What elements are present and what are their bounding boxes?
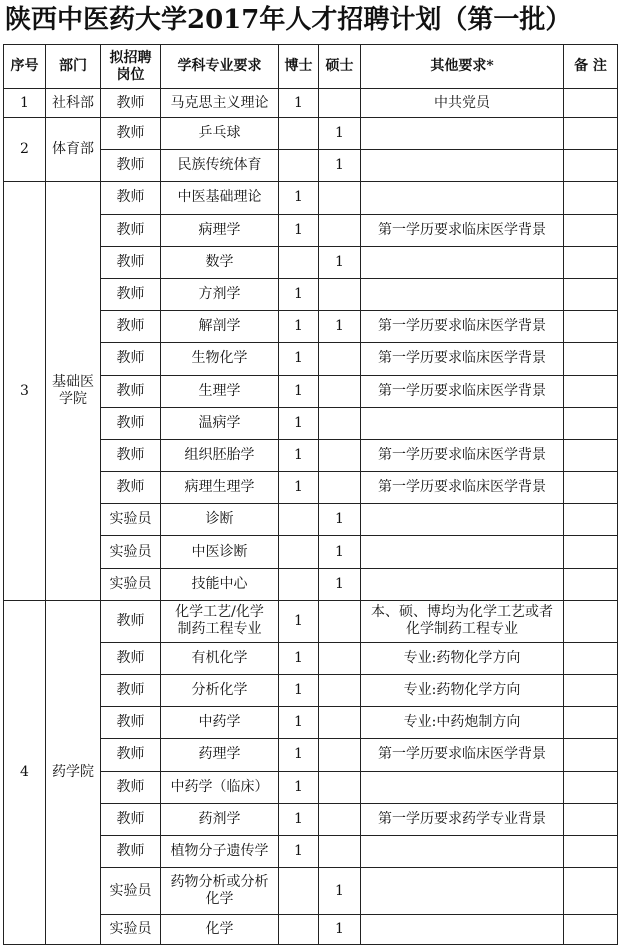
master-count: 1 [319, 311, 361, 343]
subject-requirement: 植物分子遗传学 [161, 835, 279, 867]
remarks [564, 739, 618, 771]
phd-count: 1 [279, 407, 319, 439]
remarks [564, 278, 618, 310]
remarks [564, 311, 618, 343]
subject-requirement: 温病学 [161, 407, 279, 439]
table-row [4, 118, 618, 150]
master-count [319, 89, 361, 118]
master-count [319, 642, 361, 674]
phd-count: 1 [279, 739, 319, 771]
header-master: 硕士 [319, 45, 361, 89]
subject-requirement: 中药学（临床） [161, 771, 279, 803]
row-number: 2 [4, 118, 46, 182]
subject-requirement: 中药学 [161, 707, 279, 739]
post: 教师 [101, 311, 161, 343]
remarks [564, 343, 618, 375]
other-requirement: 第一学历要求临床医学背景 [361, 214, 564, 246]
phd-count: 1 [279, 472, 319, 504]
remarks [564, 472, 618, 504]
row-number: 3 [4, 182, 46, 600]
subject-requirement: 乒乓球 [161, 118, 279, 150]
other-requirement [361, 504, 564, 536]
master-count [319, 707, 361, 739]
department-name: 药学院 [46, 600, 101, 944]
phd-count: 1 [279, 835, 319, 867]
recruitment-table [3, 44, 618, 945]
other-requirement [361, 568, 564, 600]
other-requirement [361, 407, 564, 439]
remarks [564, 182, 618, 214]
department-name: 体育部 [46, 118, 101, 182]
post: 教师 [101, 675, 161, 707]
post: 实验员 [101, 536, 161, 568]
other-requirement [361, 771, 564, 803]
department-name: 社科部 [46, 89, 101, 118]
row-number: 4 [4, 600, 46, 944]
subject-requirement: 病理生理学 [161, 472, 279, 504]
post: 教师 [101, 835, 161, 867]
post: 教师 [101, 375, 161, 407]
other-requirement [361, 278, 564, 310]
subject-requirement: 技能中心 [161, 568, 279, 600]
remarks [564, 504, 618, 536]
other-requirement [361, 536, 564, 568]
post: 教师 [101, 343, 161, 375]
remarks [564, 214, 618, 246]
remarks [564, 675, 618, 707]
other-requirement [361, 150, 564, 182]
other-requirement: 专业:中药炮制方向 [361, 707, 564, 739]
other-requirement: 第一学历要求临床医学背景 [361, 472, 564, 504]
subject-requirement: 病理学 [161, 214, 279, 246]
phd-count: 1 [279, 182, 319, 214]
post: 教师 [101, 278, 161, 310]
phd-count: 1 [279, 707, 319, 739]
subject-requirement: 生理学 [161, 375, 279, 407]
subject-requirement: 分析化学 [161, 675, 279, 707]
other-requirement: 中共党员 [361, 89, 564, 118]
other-requirement [361, 182, 564, 214]
post: 教师 [101, 118, 161, 150]
other-requirement [361, 915, 564, 945]
phd-count [279, 118, 319, 150]
phd-count: 1 [279, 311, 319, 343]
phd-count: 1 [279, 675, 319, 707]
subject-requirement: 方剂学 [161, 278, 279, 310]
subject-requirement: 化学 [161, 915, 279, 945]
header-row [4, 45, 618, 89]
master-count: 1 [319, 504, 361, 536]
subject-requirement: 生物化学 [161, 343, 279, 375]
post: 教师 [101, 89, 161, 118]
other-requirement [361, 868, 564, 915]
subject-requirement: 组织胚胎学 [161, 439, 279, 471]
post: 教师 [101, 803, 161, 835]
remarks [564, 868, 618, 915]
phd-count [279, 568, 319, 600]
subject-requirement: 化学工艺/化学 制药工程专业 [161, 600, 279, 642]
table-row [4, 182, 618, 214]
phd-count: 1 [279, 771, 319, 803]
remarks [564, 835, 618, 867]
other-requirement [361, 835, 564, 867]
master-count [319, 375, 361, 407]
post: 教师 [101, 439, 161, 471]
remarks [564, 915, 618, 945]
subject-requirement: 有机化学 [161, 642, 279, 674]
subject-requirement: 解剖学 [161, 311, 279, 343]
post: 实验员 [101, 868, 161, 915]
subject-requirement: 药剂学 [161, 803, 279, 835]
post: 教师 [101, 246, 161, 278]
header-phd: 博士 [279, 45, 319, 89]
master-count [319, 407, 361, 439]
master-count: 1 [319, 246, 361, 278]
phd-count: 1 [279, 642, 319, 674]
subject-requirement: 中医诊断 [161, 536, 279, 568]
header-number: 序号 [4, 45, 46, 89]
remarks [564, 375, 618, 407]
remarks [564, 118, 618, 150]
remarks [564, 707, 618, 739]
post: 教师 [101, 407, 161, 439]
header-post: 拟招聘 岗位 [101, 45, 161, 89]
department-name: 基础医 学院 [46, 182, 101, 600]
phd-count: 1 [279, 343, 319, 375]
master-count: 1 [319, 568, 361, 600]
subject-requirement: 民族传统体育 [161, 150, 279, 182]
phd-count [279, 150, 319, 182]
master-count [319, 739, 361, 771]
table-header [4, 45, 618, 89]
post: 教师 [101, 707, 161, 739]
remarks [564, 536, 618, 568]
post: 教师 [101, 739, 161, 771]
phd-count [279, 915, 319, 945]
table-row [4, 89, 618, 118]
post: 教师 [101, 600, 161, 642]
post: 实验员 [101, 568, 161, 600]
other-requirement [361, 246, 564, 278]
document-title: 陕西中医药大学2017年人才招聘计划（第一批） [5, 5, 572, 35]
remarks [564, 600, 618, 642]
master-count [319, 278, 361, 310]
master-count [319, 675, 361, 707]
master-count: 1 [319, 150, 361, 182]
remarks [564, 439, 618, 471]
post: 实验员 [101, 915, 161, 945]
master-count [319, 600, 361, 642]
header-remarks: 备 注 [564, 45, 618, 89]
remarks [564, 150, 618, 182]
header-subject: 学科专业要求 [161, 45, 279, 89]
master-count: 1 [319, 868, 361, 915]
phd-count: 1 [279, 803, 319, 835]
remarks [564, 803, 618, 835]
remarks [564, 771, 618, 803]
post: 实验员 [101, 504, 161, 536]
master-count [319, 472, 361, 504]
phd-count: 1 [279, 375, 319, 407]
other-requirement [361, 118, 564, 150]
subject-requirement: 数学 [161, 246, 279, 278]
phd-count: 1 [279, 214, 319, 246]
other-requirement: 第一学历要求临床医学背景 [361, 439, 564, 471]
subject-requirement: 诊断 [161, 504, 279, 536]
other-requirement: 专业:药物化学方向 [361, 642, 564, 674]
phd-count [279, 504, 319, 536]
master-count: 1 [319, 118, 361, 150]
other-requirement: 第一学历要求药学专业背景 [361, 803, 564, 835]
master-count: 1 [319, 536, 361, 568]
master-count [319, 439, 361, 471]
phd-count [279, 536, 319, 568]
phd-count [279, 246, 319, 278]
master-count [319, 803, 361, 835]
other-requirement: 第一学历要求临床医学背景 [361, 375, 564, 407]
other-requirement: 第一学历要求临床医学背景 [361, 739, 564, 771]
header-department: 部门 [46, 45, 101, 89]
master-count [319, 214, 361, 246]
other-requirement: 第一学历要求临床医学背景 [361, 311, 564, 343]
post: 教师 [101, 472, 161, 504]
phd-count: 1 [279, 600, 319, 642]
post: 教师 [101, 214, 161, 246]
remarks [564, 568, 618, 600]
header-other: 其他要求* [361, 45, 564, 89]
other-requirement: 本、硕、博均为化学工艺或者 化学制药工程专业 [361, 600, 564, 642]
post: 教师 [101, 771, 161, 803]
remarks [564, 246, 618, 278]
subject-requirement: 马克思主义理论 [161, 89, 279, 118]
other-requirement: 第一学历要求临床医学背景 [361, 343, 564, 375]
master-count [319, 835, 361, 867]
subject-requirement: 药物分析或分析 化学 [161, 868, 279, 915]
post: 教师 [101, 642, 161, 674]
post: 教师 [101, 150, 161, 182]
remarks [564, 642, 618, 674]
table-row [4, 600, 618, 642]
post: 教师 [101, 182, 161, 214]
master-count [319, 343, 361, 375]
other-requirement: 专业:药物化学方向 [361, 675, 564, 707]
phd-count: 1 [279, 278, 319, 310]
phd-count: 1 [279, 439, 319, 471]
master-count: 1 [319, 915, 361, 945]
master-count [319, 182, 361, 214]
phd-count: 1 [279, 89, 319, 118]
row-number: 1 [4, 89, 46, 118]
remarks [564, 407, 618, 439]
remarks [564, 89, 618, 118]
master-count [319, 771, 361, 803]
subject-requirement: 药理学 [161, 739, 279, 771]
table-body [4, 89, 618, 945]
phd-count [279, 868, 319, 915]
subject-requirement: 中医基础理论 [161, 182, 279, 214]
